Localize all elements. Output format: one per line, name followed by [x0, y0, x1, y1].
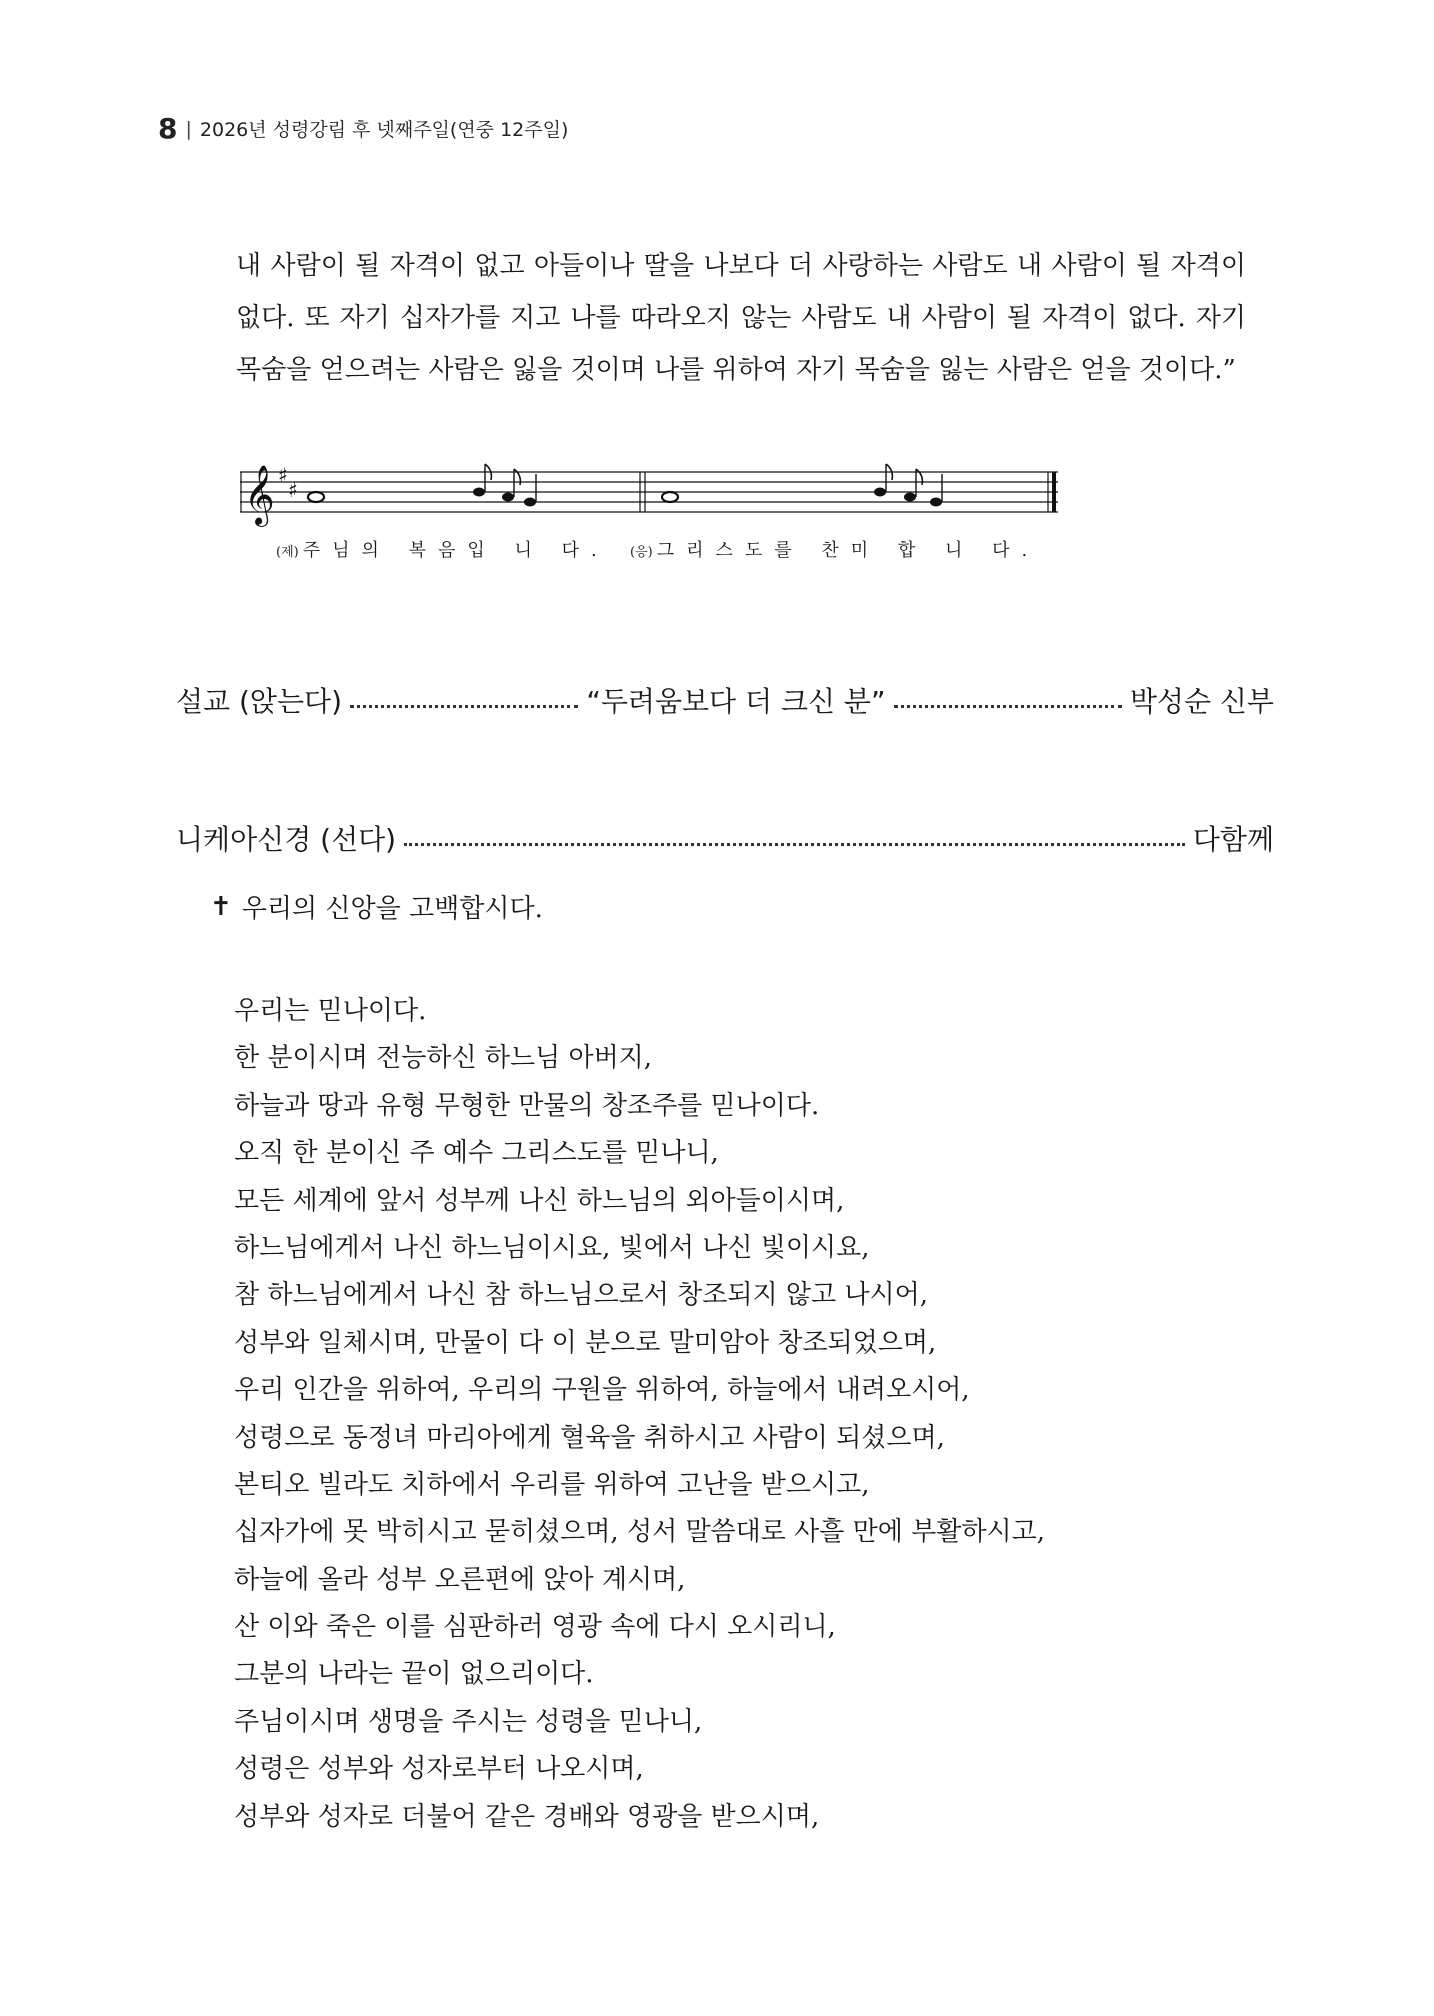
creed-line: 참 하느님에게서 나신 참 하느님으로서 창조되지 않고 나시어,: [234, 1280, 929, 1311]
priest-acclamation: [276, 536, 609, 562]
page-header: [158, 112, 568, 145]
dot-leader: [350, 705, 578, 708]
whole-note: [308, 492, 324, 502]
eighth-note: [473, 488, 485, 497]
creed-line: 성부와 일체시며, 만물이 다 이 분으로 말미암아 창조되었으며,: [234, 1327, 937, 1358]
priest-role: (제): [276, 545, 299, 560]
eighth-note: [874, 488, 886, 497]
creed-line: 우리는 믿나이다.: [234, 996, 427, 1026]
sermon-label: 설교 (앉는다): [176, 685, 342, 718]
sharp-icon: ♯: [278, 463, 288, 487]
creed-label: 니케아신경 (선다): [176, 823, 397, 856]
dot-leader: [404, 843, 1185, 846]
eighth-note: [502, 493, 514, 502]
treble-clef-icon: 𝄞: [244, 465, 275, 525]
quarter-note: [524, 498, 536, 507]
sharp-icon: ♯: [288, 478, 298, 502]
people-role: (응): [630, 545, 653, 560]
creed-line: 하느님에게서 나신 하느님이시요, 빛에서 나신 빛이시요,: [234, 1232, 870, 1263]
creed-line: 하늘과 땅과 유형 무형한 만물의 창조주를 믿나이다.: [234, 1090, 820, 1121]
staff-notation: [240, 460, 1060, 530]
page-number: 8: [158, 112, 178, 145]
header-separator: |: [185, 117, 192, 140]
sermon-row: [176, 680, 1274, 720]
creed-who: 다함께: [1192, 823, 1274, 856]
leader-text: 우리의 신앙을 고백합시다.: [241, 894, 543, 924]
creed-line: 산 이와 죽은 이를 심판하러 영광 속에 다시 오시리니,: [234, 1612, 836, 1643]
cross-icon: ✝: [210, 891, 232, 922]
creed-line: 주님이시며 생명을 주시는 성령을 믿나니,: [234, 1706, 703, 1737]
people-text: 그리스도를 찬미 합 니 다.: [656, 540, 1040, 561]
creed-line: 오직 한 분이신 주 예수 그리스도를 믿나니,: [234, 1138, 719, 1169]
sermon-preacher: 박성순 신부: [1129, 685, 1274, 718]
creed-line: 한 분이시며 전능하신 하느님 아버지,: [234, 1043, 653, 1074]
header-title: 2026년 성령강림 후 넷째주일(연중 12주일): [199, 119, 569, 141]
creed-text: [234, 988, 1274, 1841]
whole-note: [662, 492, 678, 502]
gospel-text: 내 사람이 될 자격이 없고 아들이나 딸을 나보다 더 사랑하는 사람도 내 사람이 될 자격이 없다. 또 자기 십자가를 지고 나를 따라오지 않는 사람도 내 사람이 될 자격이 없다. 자기 목숨을 얻으려는 사람은 잃을 것이며 나를 위하여 자기 목숨을 잃는 사람은 얻을 것이다.”: [236, 251, 1246, 385]
creed-line: 본티오 빌라도 치하에서 우리를 위하여 고난을 받으시고,: [234, 1469, 870, 1500]
quarter-note: [930, 498, 942, 507]
creed-line: 성령으로 동정녀 마리아에게 혈육을 취하시고 사람이 되셨으며,: [234, 1422, 945, 1453]
creed-line: 하늘에 올라 성부 오른편에 앉아 계시며,: [234, 1564, 686, 1595]
leader-line: [210, 888, 543, 925]
sermon-title: “두려움보다 더 크신 분”: [586, 685, 886, 718]
creed-row: [176, 818, 1274, 858]
creed-line: 우리 인간을 위하여, 우리의 구원을 위하여, 하늘에서 내려오시어,: [234, 1375, 970, 1406]
creed-line: 그분의 나라는 끝이 없으리이다.: [234, 1659, 594, 1690]
eighth-note: [904, 493, 916, 502]
creed-line: 성령은 성부와 성자로부터 나오시며,: [234, 1754, 644, 1785]
dot-leader: [894, 705, 1122, 708]
creed-line: 십자가에 못 박히시고 묻히셨으며, 성서 말씀대로 사흘 만에 부활하시고,: [234, 1517, 1046, 1548]
creed-line: 모든 세계에 앞서 성부께 나신 하느님의 외아들이시며,: [234, 1185, 845, 1216]
priest-text: 주님의 복음입 니 다.: [302, 540, 609, 561]
creed-line: 성부와 성자로 더불어 같은 경배와 영광을 받으시며,: [234, 1801, 820, 1832]
people-acclamation: [630, 536, 1039, 562]
